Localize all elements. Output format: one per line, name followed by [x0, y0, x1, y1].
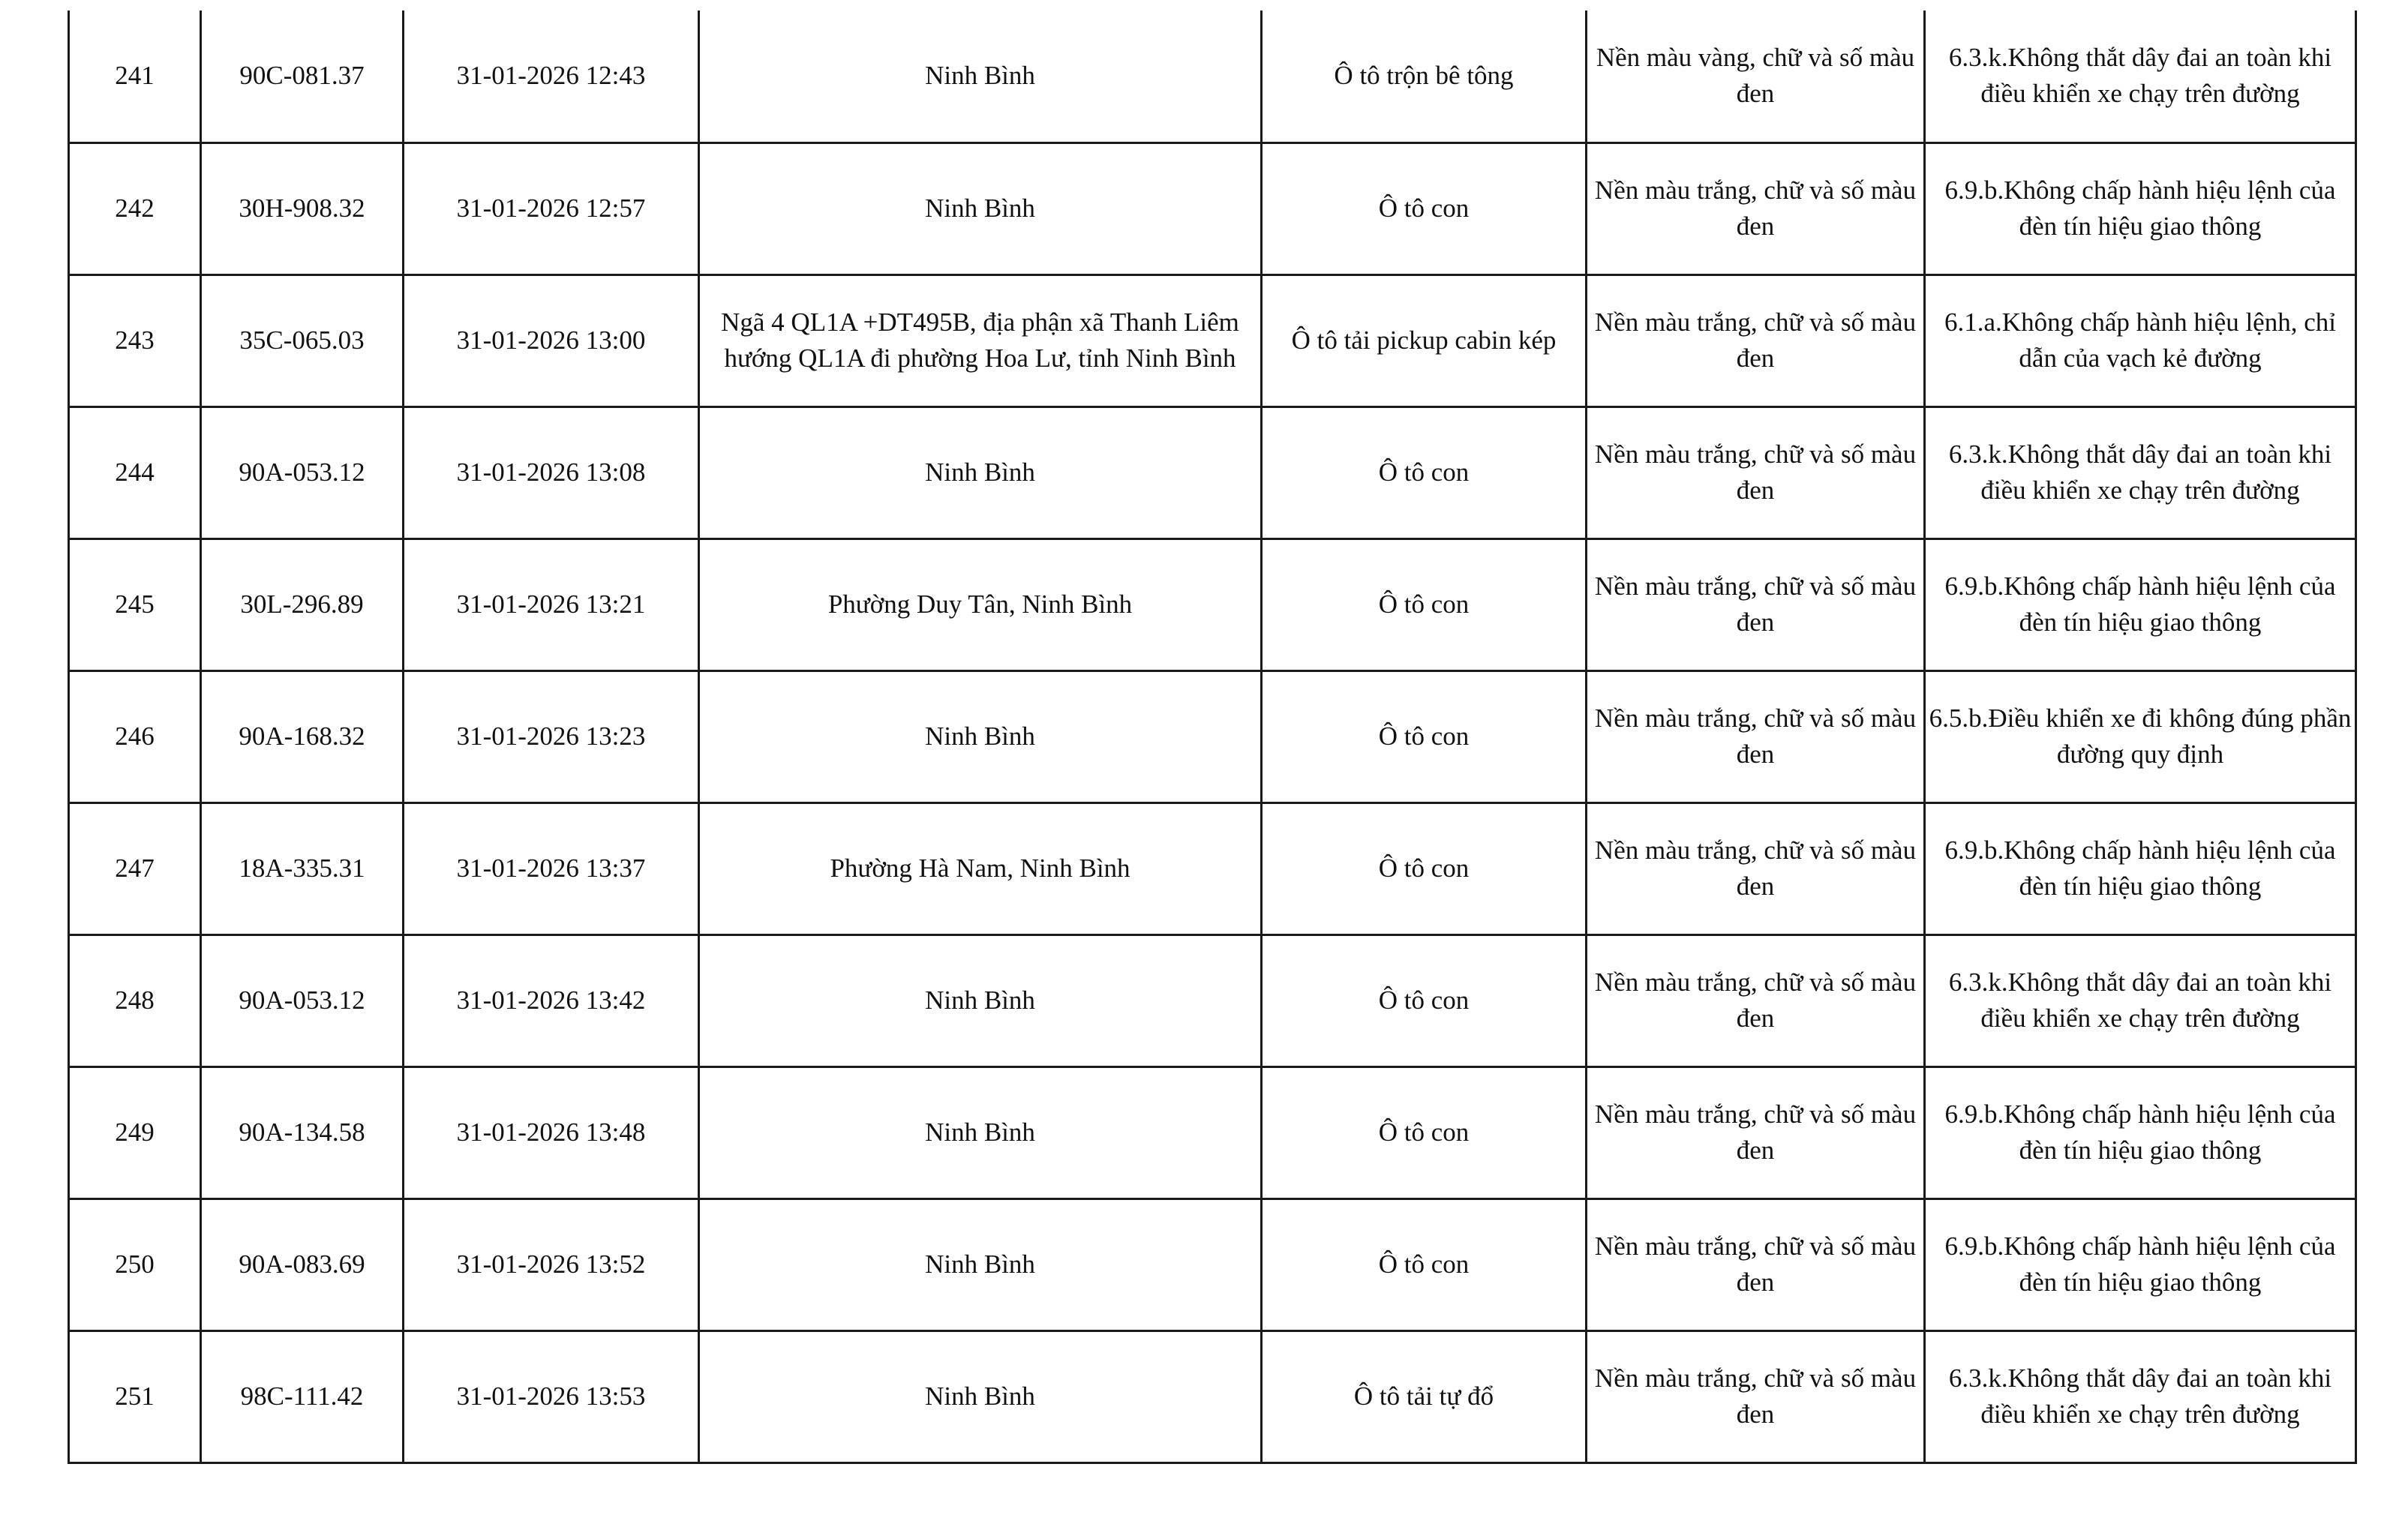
location-cell: Ninh Bình [699, 406, 1262, 538]
vehicle-type-cell: Ô tô con [1262, 142, 1587, 274]
timestamp-cell: 31-01-2026 13:08 [404, 406, 699, 538]
timestamp-cell: 31-01-2026 13:37 [404, 802, 699, 934]
violation-cell: 6.9.b.Không chấp hành hiệu lệnh của đèn tín hiệu giao thông [1925, 538, 2356, 670]
vehicle-type-cell: Ô tô con [1262, 934, 1587, 1066]
table-body [69, 10, 2356, 1462]
vehicle-type-cell: Ô tô con [1262, 1198, 1587, 1330]
location-cell: Ninh Bình [699, 1066, 1262, 1198]
timestamp-cell: 31-01-2026 13:00 [404, 274, 699, 406]
location-cell: Ninh Bình [699, 1330, 1262, 1462]
table-row [69, 10, 2356, 142]
location-cell: Ngã 4 QL1A +DT495B, địa phận xã Thanh Liêm hướng QL1A đi phường Hoa Lư, tỉnh Ninh Bình [699, 274, 1262, 406]
row-number-cell: 250 [69, 1198, 201, 1330]
table-row [69, 934, 2356, 1066]
table-row [69, 538, 2356, 670]
table-row [69, 802, 2356, 934]
vehicle-type-cell: Ô tô trộn bê tông [1262, 10, 1587, 142]
timestamp-cell: 31-01-2026 12:57 [404, 142, 699, 274]
violation-cell: 6.9.b.Không chấp hành hiệu lệnh của đèn tín hiệu giao thông [1925, 1198, 2356, 1330]
vehicle-type-cell: Ô tô tải tự đổ [1262, 1330, 1587, 1462]
violation-cell: 6.3.k.Không thắt dây đai an toàn khi điều khiển xe chạy trên đường [1925, 934, 2356, 1066]
license-plate-cell: 90A-168.32 [201, 670, 404, 802]
table-row [69, 274, 2356, 406]
license-plate-cell: 30H-908.32 [201, 142, 404, 274]
table-row [69, 1066, 2356, 1198]
vehicle-type-cell: Ô tô con [1262, 1066, 1587, 1198]
timestamp-cell: 31-01-2026 13:23 [404, 670, 699, 802]
timestamp-cell: 31-01-2026 13:48 [404, 1066, 699, 1198]
row-number-cell: 244 [69, 406, 201, 538]
vehicle-type-cell: Ô tô con [1262, 406, 1587, 538]
plate-color-cell: Nền màu vàng, chữ và số màu đen [1587, 10, 1925, 142]
license-plate-cell: 90A-083.69 [201, 1198, 404, 1330]
row-number-cell: 241 [69, 10, 201, 142]
violation-cell: 6.3.k.Không thắt dây đai an toàn khi điều khiển xe chạy trên đường [1925, 1330, 2356, 1462]
location-cell: Ninh Bình [699, 934, 1262, 1066]
table-row [69, 1330, 2356, 1462]
license-plate-cell: 98C-111.42 [201, 1330, 404, 1462]
license-plate-cell: 90A-134.58 [201, 1066, 404, 1198]
violation-cell: 6.9.b.Không chấp hành hiệu lệnh của đèn tín hiệu giao thông [1925, 802, 2356, 934]
license-plate-cell: 35C-065.03 [201, 274, 404, 406]
row-number-cell: 246 [69, 670, 201, 802]
table-row [69, 406, 2356, 538]
timestamp-cell: 31-01-2026 13:52 [404, 1198, 699, 1330]
row-number-cell: 248 [69, 934, 201, 1066]
row-number-cell: 247 [69, 802, 201, 934]
violation-cell: 6.9.b.Không chấp hành hiệu lệnh của đèn tín hiệu giao thông [1925, 1066, 2356, 1198]
row-number-cell: 243 [69, 274, 201, 406]
location-cell: Phường Duy Tân, Ninh Bình [699, 538, 1262, 670]
violation-cell: 6.1.a.Không chấp hành hiệu lệnh, chỉ dẫn của vạch kẻ đường [1925, 274, 2356, 406]
plate-color-cell: Nền màu trắng, chữ và số màu đen [1587, 406, 1925, 538]
violation-cell: 6.3.k.Không thắt dây đai an toàn khi điều khiển xe chạy trên đường [1925, 10, 2356, 142]
row-number-cell: 251 [69, 1330, 201, 1462]
table-row [69, 670, 2356, 802]
plate-color-cell: Nền màu trắng, chữ và số màu đen [1587, 538, 1925, 670]
row-number-cell: 249 [69, 1066, 201, 1198]
plate-color-cell: Nền màu trắng, chữ và số màu đen [1587, 1066, 1925, 1198]
license-plate-cell: 30L-296.89 [201, 538, 404, 670]
timestamp-cell: 31-01-2026 13:21 [404, 538, 699, 670]
plate-color-cell: Nền màu trắng, chữ và số màu đen [1587, 142, 1925, 274]
timestamp-cell: 31-01-2026 12:43 [404, 10, 699, 142]
timestamp-cell: 31-01-2026 13:53 [404, 1330, 699, 1462]
plate-color-cell: Nền màu trắng, chữ và số màu đen [1587, 802, 1925, 934]
plate-color-cell: Nền màu trắng, chữ và số màu đen [1587, 1198, 1925, 1330]
row-number-cell: 245 [69, 538, 201, 670]
vehicle-type-cell: Ô tô con [1262, 538, 1587, 670]
location-cell: Ninh Bình [699, 142, 1262, 274]
license-plate-cell: 90A-053.12 [201, 406, 404, 538]
location-cell: Ninh Bình [699, 10, 1262, 142]
table-row [69, 142, 2356, 274]
location-cell: Ninh Bình [699, 1198, 1262, 1330]
timestamp-cell: 31-01-2026 13:42 [404, 934, 699, 1066]
plate-color-cell: Nền màu trắng, chữ và số màu đen [1587, 1330, 1925, 1462]
violation-cell: 6.3.k.Không thắt dây đai an toàn khi điều khiển xe chạy trên đường [1925, 406, 2356, 538]
violation-cell: 6.5.b.Điều khiển xe đi không đúng phần đường quy định [1925, 670, 2356, 802]
license-plate-cell: 18A-335.31 [201, 802, 404, 934]
vehicle-type-cell: Ô tô con [1262, 670, 1587, 802]
vehicle-type-cell: Ô tô tải pickup cabin kép [1262, 274, 1587, 406]
license-plate-cell: 90C-081.37 [201, 10, 404, 142]
vehicle-type-cell: Ô tô con [1262, 802, 1587, 934]
row-number-cell: 242 [69, 142, 201, 274]
location-cell: Ninh Bình [699, 670, 1262, 802]
plate-color-cell: Nền màu trắng, chữ và số màu đen [1587, 670, 1925, 802]
plate-color-cell: Nền màu trắng, chữ và số màu đen [1587, 934, 1925, 1066]
violation-cell: 6.9.b.Không chấp hành hiệu lệnh của đèn tín hiệu giao thông [1925, 142, 2356, 274]
plate-color-cell: Nền màu trắng, chữ và số màu đen [1587, 274, 1925, 406]
license-plate-cell: 90A-053.12 [201, 934, 404, 1066]
violations-table [68, 10, 2357, 1464]
table-row [69, 1198, 2356, 1330]
location-cell: Phường Hà Nam, Ninh Bình [699, 802, 1262, 934]
